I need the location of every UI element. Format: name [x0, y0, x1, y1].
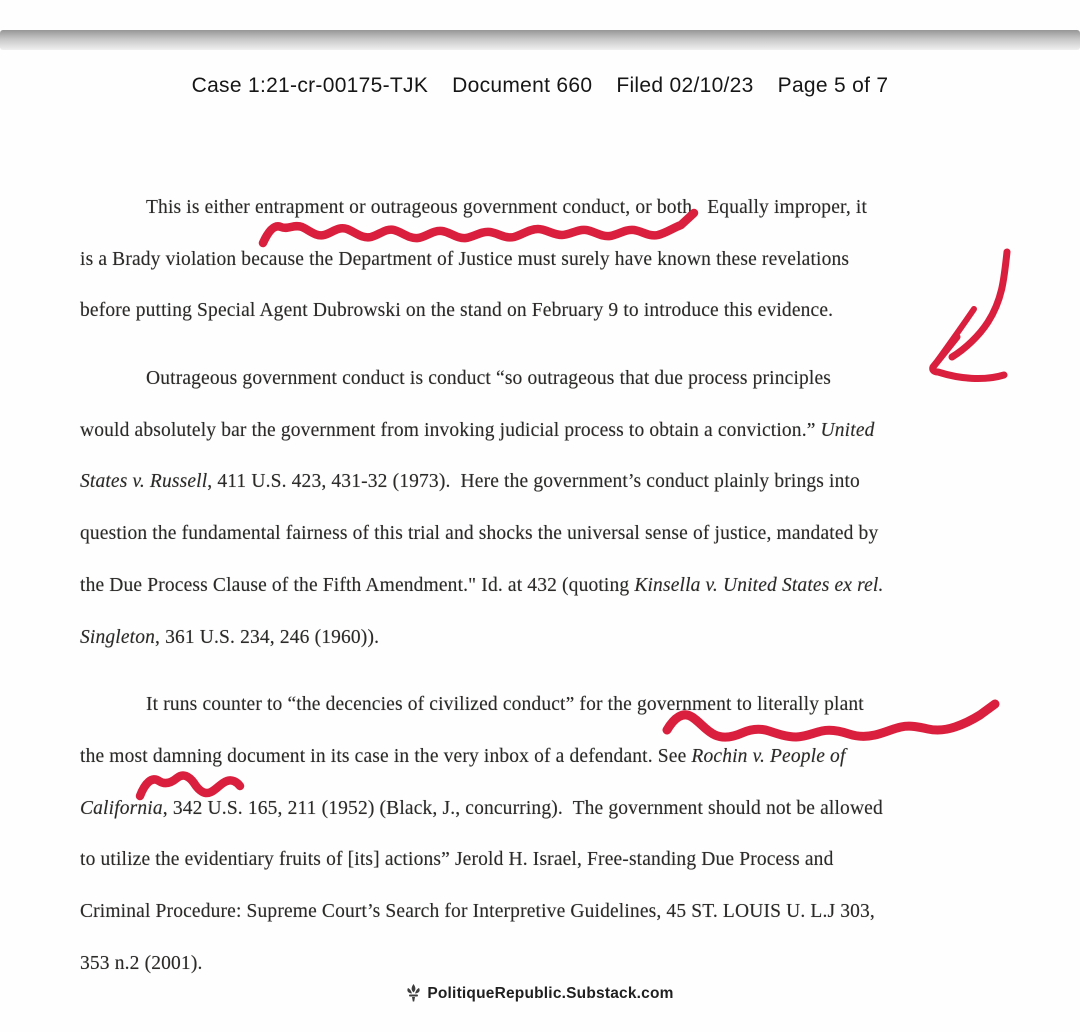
- body-text: , 342 U.S. 165, 211 (1952) (Black, J., concurring). The government should not be allowed: [162, 797, 883, 819]
- document-line: [80, 234, 1040, 286]
- case-number: Case 1:21-cr-00175-TJK: [191, 74, 429, 97]
- document-line: [80, 508, 1040, 560]
- body-text: This is either entrapment or outrageous government conduct, or both. Equally improper, it: [146, 197, 868, 218]
- body-text: , 361 U.S. 234, 246 (1960)).: [155, 626, 380, 648]
- citation-italic-text: Singleton: [80, 626, 156, 648]
- body-text: question the fundamental fairness of this trial and shocks the universal sense of justice, mandated by: [80, 523, 879, 545]
- paragraph: [80, 182, 1040, 337]
- document-line: [80, 182, 1040, 234]
- citation-italic-text: States v. Russell: [80, 471, 208, 493]
- document-line: [80, 938, 1040, 990]
- document-line: [80, 560, 1040, 612]
- filed-date: Filed 02/10/23: [616, 74, 754, 97]
- document-body: [80, 182, 1040, 989]
- document-line: [80, 679, 1040, 731]
- body-text: the Due Process Clause of the Fifth Amendment." Id. at 432 (quoting: [80, 574, 635, 596]
- fleur-de-lis-icon: [406, 984, 421, 1003]
- document-line: [80, 612, 1040, 664]
- document-line: [80, 456, 1040, 508]
- citation-italic-text: California: [80, 797, 163, 819]
- body-text: before putting Special Agent Dubrowski on the stand on February 9 to introduce this evidence.: [80, 300, 834, 322]
- body-text: would absolutely bar the government from invoking judicial process to obtain a conviction.”: [80, 419, 821, 441]
- document-line: [80, 285, 1040, 337]
- document-number: Document 660: [452, 74, 593, 97]
- citation-italic-text: Rochin v. People of: [691, 745, 846, 767]
- footer-watermark: [0, 984, 1080, 1003]
- document-line: [80, 834, 1040, 886]
- viewer-top-bar: [0, 30, 1080, 50]
- page-indicator: Page 5 of 7: [777, 74, 889, 97]
- court-filing-header: [0, 74, 1080, 98]
- body-text: is a Brady violation because the Department of Justice must surely have known these revelations: [80, 248, 850, 270]
- document-line: [80, 731, 1040, 783]
- body-text: to utilize the evidentiary fruits of [its] actions” Jerold H. Israel, Free-standing Due Process and: [80, 849, 834, 871]
- body-text: , 411 U.S. 423, 431-32 (1973). Here the government’s conduct plainly brings into: [207, 471, 860, 493]
- citation-italic-text: United: [820, 419, 875, 441]
- document-line: [80, 353, 1040, 405]
- document-line: [80, 783, 1040, 835]
- citation-italic-text: Kinsella v. United States ex rel.: [634, 574, 884, 596]
- body-text: the most damning document in its case in the very inbox of a defendant. See: [80, 745, 692, 767]
- document-line: [80, 405, 1040, 457]
- footer-brand-text: PolitiqueRepublic.Substack.com: [427, 984, 674, 1002]
- paragraph: [80, 353, 1040, 663]
- paragraph: [80, 679, 1040, 989]
- body-text: Outrageous government conduct is conduct “so outrageous that due process principles: [146, 368, 832, 390]
- body-text: It runs counter to “the decencies of civilized conduct” for the government to literally plant: [146, 694, 864, 716]
- body-text: Criminal Procedure: Supreme Court’s Search for Interpretive Guidelines, 45 ST. LOUIS U. L.J 303,: [80, 900, 875, 922]
- document-line: [80, 886, 1040, 938]
- body-text: 353 n.2 (2001).: [80, 952, 203, 974]
